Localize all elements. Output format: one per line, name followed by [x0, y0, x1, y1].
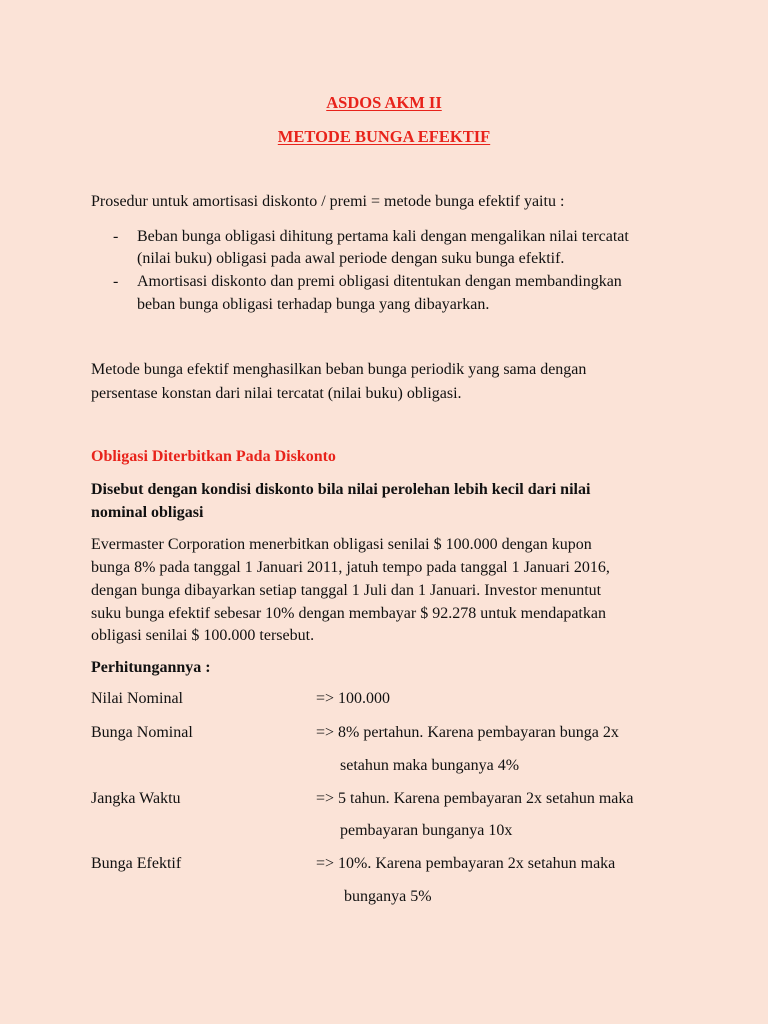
section-heading: Obligasi Diterbitkan Pada Diskonto — [91, 448, 336, 465]
example-line: suku bunga efektif sebesar 10% dengan membayar $ 92.278 untuk mendapatkan — [91, 605, 606, 622]
calc-continuation: bunganya 5% — [344, 888, 432, 905]
calc-label: Nilai Nominal — [91, 690, 183, 707]
bullet-dash: - — [113, 228, 119, 245]
document-title-topic: METODE BUNGA EFEKTIF — [277, 127, 491, 146]
document-title-course: ASDOS AKM II — [326, 93, 442, 112]
intro-text: Prosedur untuk amortisasi diskonto / premi = metode bunga efektif yaitu : — [91, 193, 565, 210]
example-line: Evermaster Corporation menerbitkan obligasi senilai $ 100.000 dengan kupon — [91, 536, 592, 553]
calc-label: Bunga Efektif — [91, 855, 182, 872]
calc-value: => 100.000 — [316, 690, 391, 707]
bold-statement-line: nominal obligasi — [91, 504, 204, 521]
bullet-text-line: beban bunga obligasi terhadap bunga yang dibayarkan. — [137, 296, 490, 313]
paragraph-line: Metode bunga efektif menghasilkan beban bunga periodik yang sama dengan — [91, 361, 587, 378]
example-line: obligasi senilai $ 100.000 tersebut. — [91, 627, 315, 644]
calc-value: => 8% pertahun. Karena pembayaran bunga 2x — [316, 724, 619, 741]
bullet-text-line: Amortisasi diskonto dan premi obligasi ditentukan dengan membandingkan — [137, 273, 622, 290]
example-line: dengan bunga dibayarkan setiap tanggal 1 Juli dan 1 Januari. Investor menuntut — [91, 582, 602, 599]
bullet-text-line: (nilai buku) obligasi pada awal periode dengan suku bunga efektif. — [137, 250, 565, 267]
paragraph-line: persentase konstan dari nilai tercatat (nilai buku) obligasi. — [91, 385, 462, 402]
calc-continuation: pembayaran bunganya 10x — [340, 822, 513, 839]
calc-heading: Perhitungannya : — [91, 659, 211, 676]
calc-value: => 5 tahun. Karena pembayaran 2x setahun maka — [316, 790, 634, 807]
bullet-dash: - — [113, 273, 119, 290]
bullet-text-line: Beban bunga obligasi dihitung pertama kali dengan mengalikan nilai tercatat — [137, 228, 629, 245]
calc-value: => 10%. Karena pembayaran 2x setahun maka — [316, 855, 616, 872]
bold-statement-line: Disebut dengan kondisi diskonto bila nilai perolehan lebih kecil dari nilai — [91, 481, 591, 498]
calc-continuation: setahun maka bunganya 4% — [340, 757, 520, 774]
example-line: bunga 8% pada tanggal 1 Januari 2011, jatuh tempo pada tanggal 1 Januari 2016, — [91, 559, 610, 576]
calc-label: Jangka Waktu — [91, 790, 181, 807]
calc-label: Bunga Nominal — [91, 724, 193, 741]
